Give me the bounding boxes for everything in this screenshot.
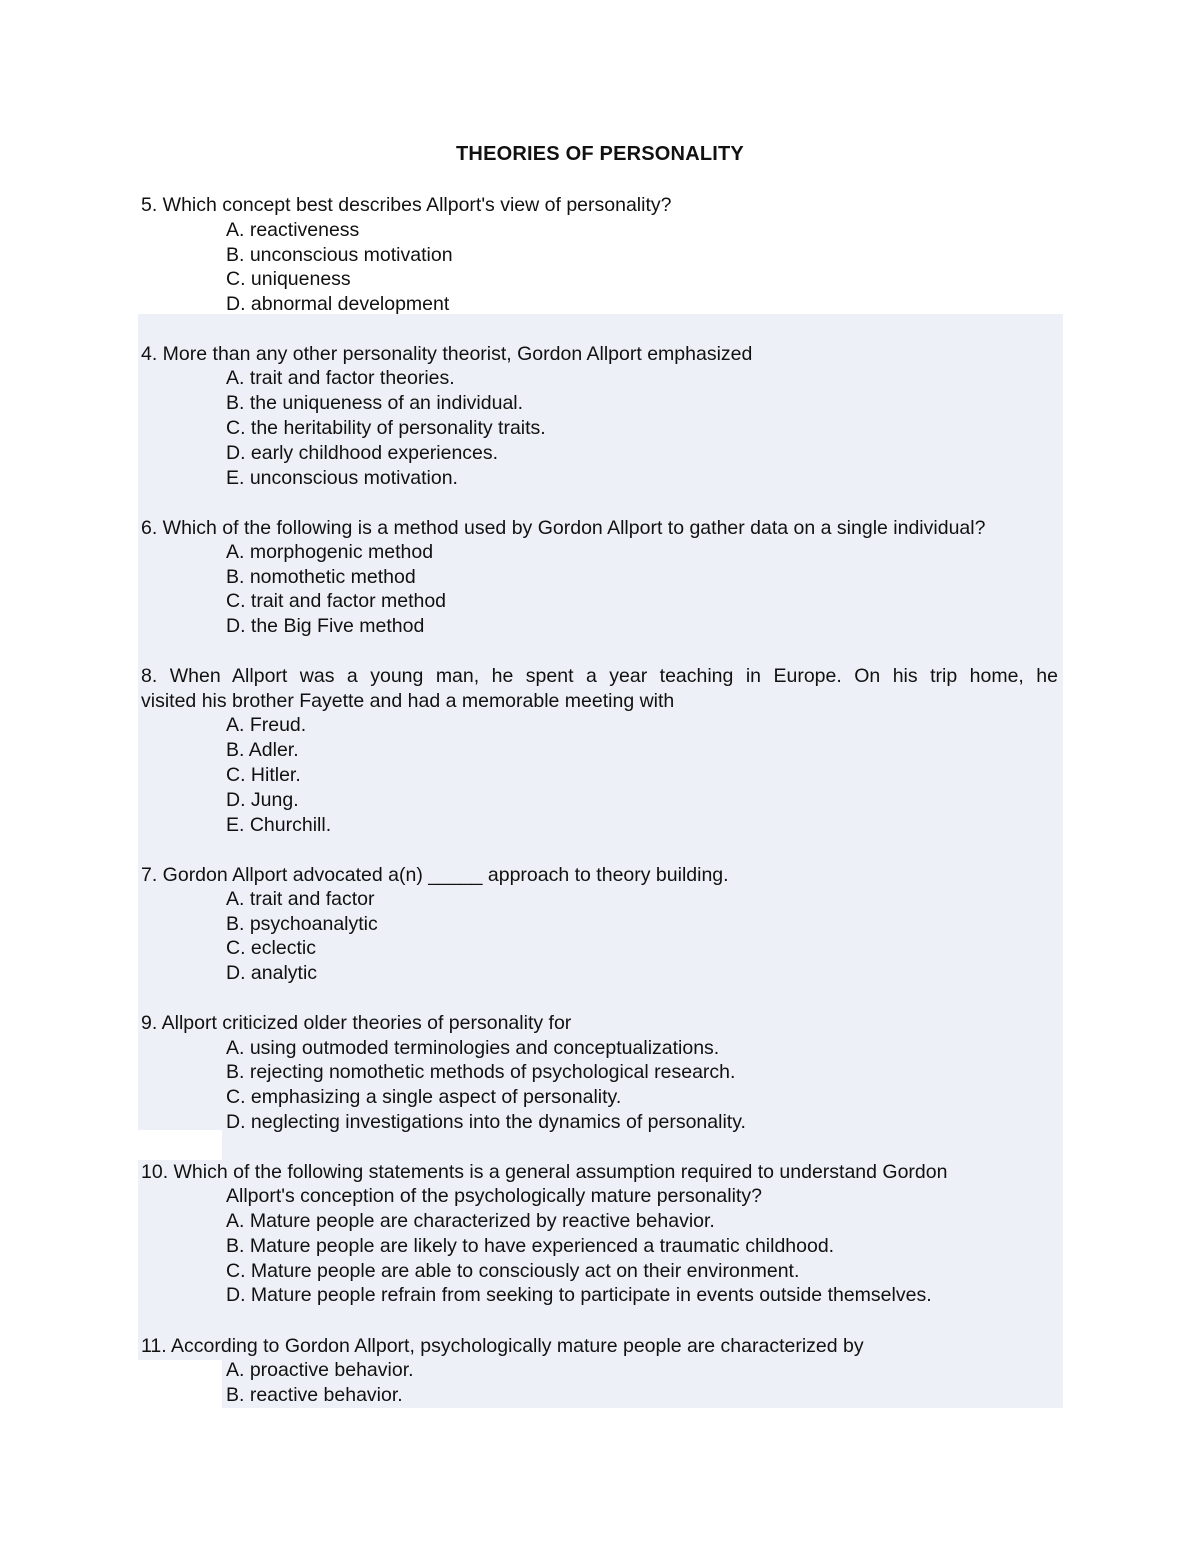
- answer-option: D. Jung.: [226, 789, 299, 811]
- answer-option: C. trait and factor method: [226, 590, 447, 612]
- page-title: THEORIES OF PERSONALITY: [456, 143, 744, 165]
- question-stem: 7. Gordon Allport advocated a(n) _____ approach to theory building.: [141, 864, 729, 886]
- answer-option: D. analytic: [226, 962, 318, 984]
- answer-option: A. trait and factor theories.: [226, 367, 455, 389]
- answer-option: A. trait and factor: [226, 888, 375, 910]
- answer-option: D. the Big Five method: [226, 615, 425, 637]
- question-stem: 5. Which concept best describes Allport's view of personality?: [141, 194, 672, 216]
- answer-option: E. unconscious motivation.: [226, 467, 458, 489]
- question-stem: 11. According to Gordon Allport, psychologically mature people are characterized by: [141, 1335, 864, 1357]
- question-stem: 8. When Allport was a young man, he spent a year teaching in Europe. On his trip home, he: [141, 665, 1058, 687]
- answer-option: A. proactive behavior.: [226, 1359, 414, 1381]
- question-stem: 6. Which of the following is a method used by Gordon Allport to gather data on a single individual?: [141, 517, 986, 539]
- answer-option: A. reactiveness: [226, 219, 360, 241]
- answer-option: B. the uniqueness of an individual.: [226, 392, 524, 414]
- answer-option: E. Churchill.: [226, 814, 332, 836]
- answer-option: B. nomothetic method: [226, 566, 416, 588]
- answer-option: A. Freud.: [226, 714, 307, 736]
- answer-option: D. abnormal development: [226, 293, 450, 315]
- answer-option: C. emphasizing a single aspect of personality.: [226, 1086, 622, 1108]
- answer-option: D. early childhood experiences.: [226, 442, 499, 464]
- answer-option: B. psychoanalytic: [226, 913, 378, 935]
- answer-option: B. reactive behavior.: [226, 1384, 403, 1406]
- answer-option: D. neglecting investigations into the dynamics of personality.: [226, 1111, 746, 1133]
- answer-option: B. Adler.: [226, 739, 299, 761]
- answer-option: C. eclectic: [226, 937, 316, 959]
- question-stem: 9. Allport criticized older theories of personality for: [141, 1012, 572, 1034]
- answer-option: D. Mature people refrain from seeking to participate in events outside themselves.: [226, 1284, 932, 1306]
- answer-option: C. Hitler.: [226, 764, 301, 786]
- question-stem: 4. More than any other personality theorist, Gordon Allport emphasized: [141, 343, 753, 365]
- question-stem: 10. Which of the following statements is a general assumption required to understand Gordon: [141, 1161, 948, 1183]
- answer-option: A. morphogenic method: [226, 541, 434, 563]
- answer-option: A. using outmoded terminologies and conceptualizations.: [226, 1037, 720, 1059]
- answer-option: B. Mature people are likely to have experienced a traumatic childhood.: [226, 1235, 835, 1257]
- answer-option: C. Mature people are able to consciously act on their environment.: [226, 1260, 800, 1282]
- question-stem-continued: visited his brother Fayette and had a memorable meeting with: [141, 690, 675, 712]
- answer-option: A. Mature people are characterized by reactive behavior.: [226, 1210, 715, 1232]
- answer-option: C. the heritability of personality traits.: [226, 417, 546, 439]
- answer-option: C. uniqueness: [226, 268, 351, 290]
- answer-option: B. unconscious motivation: [226, 244, 453, 266]
- question-stem-continued: Allport's conception of the psychologically mature personality?: [226, 1185, 762, 1207]
- answer-option: B. rejecting nomothetic methods of psychological research.: [226, 1061, 736, 1083]
